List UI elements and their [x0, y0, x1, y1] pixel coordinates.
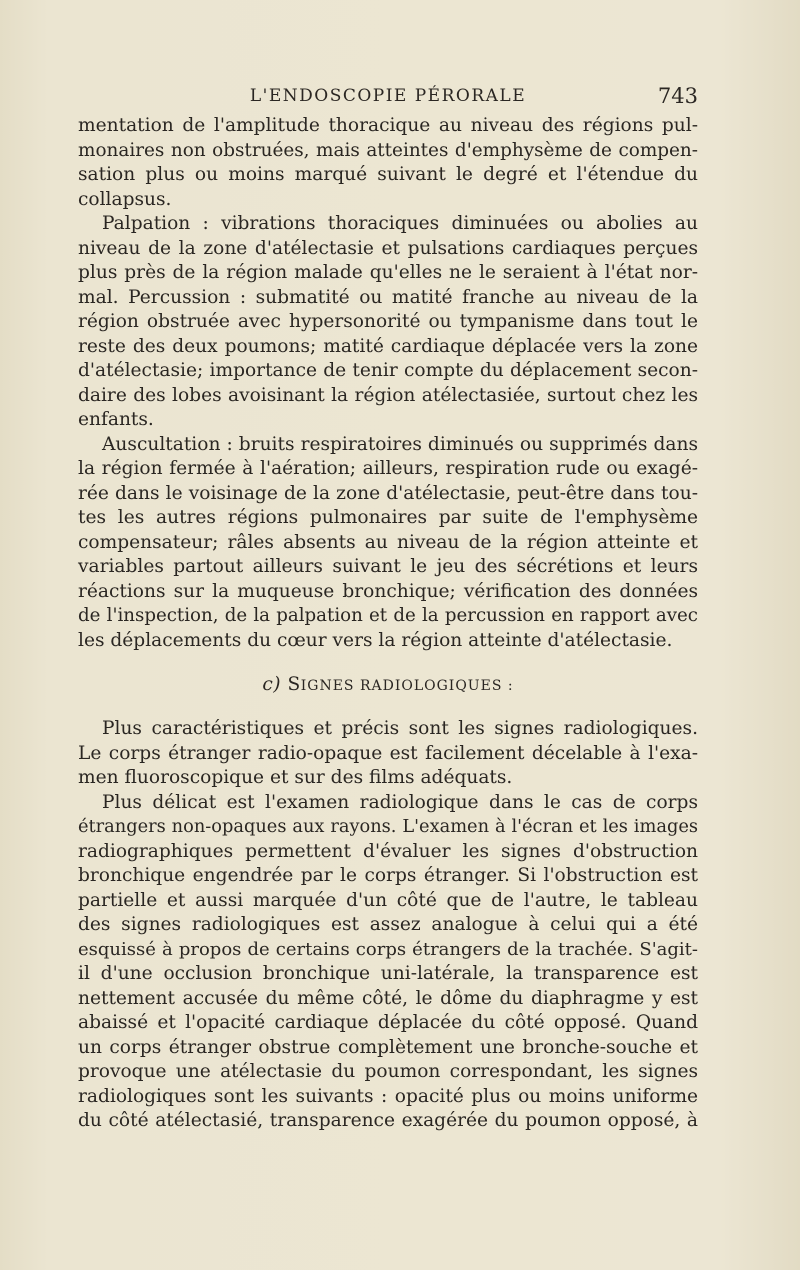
text-line: provoque une atélectasie du poumon correspondant, les signes — [78, 1061, 698, 1082]
text-line: étrangers non-opaques aux rayons. L'examen à l'écran et les images — [78, 816, 698, 837]
text-line: radiologiques sont les suivants : opacité plus ou moins uniforme — [78, 1085, 698, 1107]
text-line: mentation de l'amplitude thoracique au niveau des régions pul- — [78, 115, 698, 136]
text-line: nettement accusée du même côté, le dôme du diaphragme y est — [78, 987, 698, 1009]
text-line: Le corps étranger radio-opaque est facilement décelable à l'exa- — [78, 742, 698, 764]
page-header — [78, 84, 698, 110]
text-line: radiographiques permettent d'évaluer les signes d'obstruction — [78, 840, 698, 862]
text-line: Palpation : vibrations thoraciques diminuées ou abolies au — [102, 213, 698, 234]
text-line: des signes radiologiques est assez analogue à celui qui a été — [78, 914, 698, 935]
text-line: tes les autres régions pulmonaires par suite de l'emphysème — [78, 507, 698, 528]
section-initial: S — [287, 674, 301, 695]
text-line: de l'inspection, de la palpation et de la percussion en rapport avec — [78, 605, 698, 626]
text-line: sation plus ou moins marqué suivant le degré et l'étendue du — [78, 164, 698, 185]
text-line: esquissé à propos de certains corps étrangers de la trachée. S'agit- — [78, 938, 698, 960]
text-line: réactions sur la muqueuse bronchique; vérification des données — [78, 580, 698, 602]
text-line: la région fermée à l'aération; ailleurs, respiration rude ou exagé- — [78, 458, 698, 479]
text-line: bronchique engendrée par le corps étranger. Si l'obstruction est — [78, 865, 698, 886]
text-line: il d'une occlusion bronchique uni-latérale, la transparence est — [78, 963, 698, 984]
text-line: compensateur; râles absents au niveau de la région atteinte et — [78, 531, 698, 553]
text-line: du côté atélectasié, transparence exagérée du poumon opposé, à — [78, 1110, 698, 1131]
text-line: rée dans le voisinage de la zone d'atélectasie, peut-être dans tou- — [78, 482, 698, 504]
text-line: collapsus. — [78, 188, 172, 210]
text-line: Auscultation : bruits respiratoires diminués ou supprimés dans — [102, 433, 698, 455]
text-line: abaissé et l'opacité cardiaque déplacée du côté opposé. Quand — [78, 1012, 698, 1033]
section-heading — [78, 653, 698, 717]
text-line: Plus caractéristiques et précis sont les signes radiologiques. — [102, 718, 698, 739]
text-line: reste des deux poumons; matité cardiaque déplacée vers la zone — [78, 335, 698, 357]
body-text — [78, 114, 698, 1134]
text-line: région obstruée avec hypersonorité ou tympanisme dans tout le — [78, 311, 698, 332]
section-title: IGNES RADIOLOGIQUES : — [300, 678, 514, 694]
text-line: un corps étranger obstrue complètement une bronche-souche et — [78, 1036, 698, 1058]
text-line: partielle et aussi marquée d'un côté que de l'autre, le tableau — [78, 889, 698, 911]
text-line: les déplacements du cœur vers la région atteinte d'atélectasie. — [78, 629, 673, 651]
text-line: men fluoroscopique et sur des films adéquats. — [78, 767, 513, 788]
text-line: plus près de la région malade qu'elles ne le seraient à l'état nor- — [78, 262, 698, 283]
text-line: daire des lobes avoisinant la région atélectasiée, surtout chez les — [78, 384, 698, 406]
text-line: Plus délicat est l'examen radiologique dans le cas de corps — [102, 791, 698, 813]
text-line: niveau de la zone d'atélectasie et pulsations cardiaques perçues — [78, 237, 698, 259]
text-line: d'atélectasie; importance de tenir compte du déplacement secon- — [78, 360, 698, 381]
text-line: variables partout ailleurs suivant le jeu des sécrétions et leurs — [78, 556, 698, 577]
running-title: L'ENDOSCOPIE PÉRORALE — [249, 86, 527, 106]
page-number: 743 — [657, 84, 698, 108]
text-line: enfants. — [78, 409, 154, 430]
text-line: mal. Percussion : submatité ou matité franche au niveau de la — [78, 286, 698, 308]
text-line: monaires non obstruées, mais atteintes d'emphysème de compen- — [78, 139, 698, 161]
section-label: c) — [262, 674, 282, 695]
